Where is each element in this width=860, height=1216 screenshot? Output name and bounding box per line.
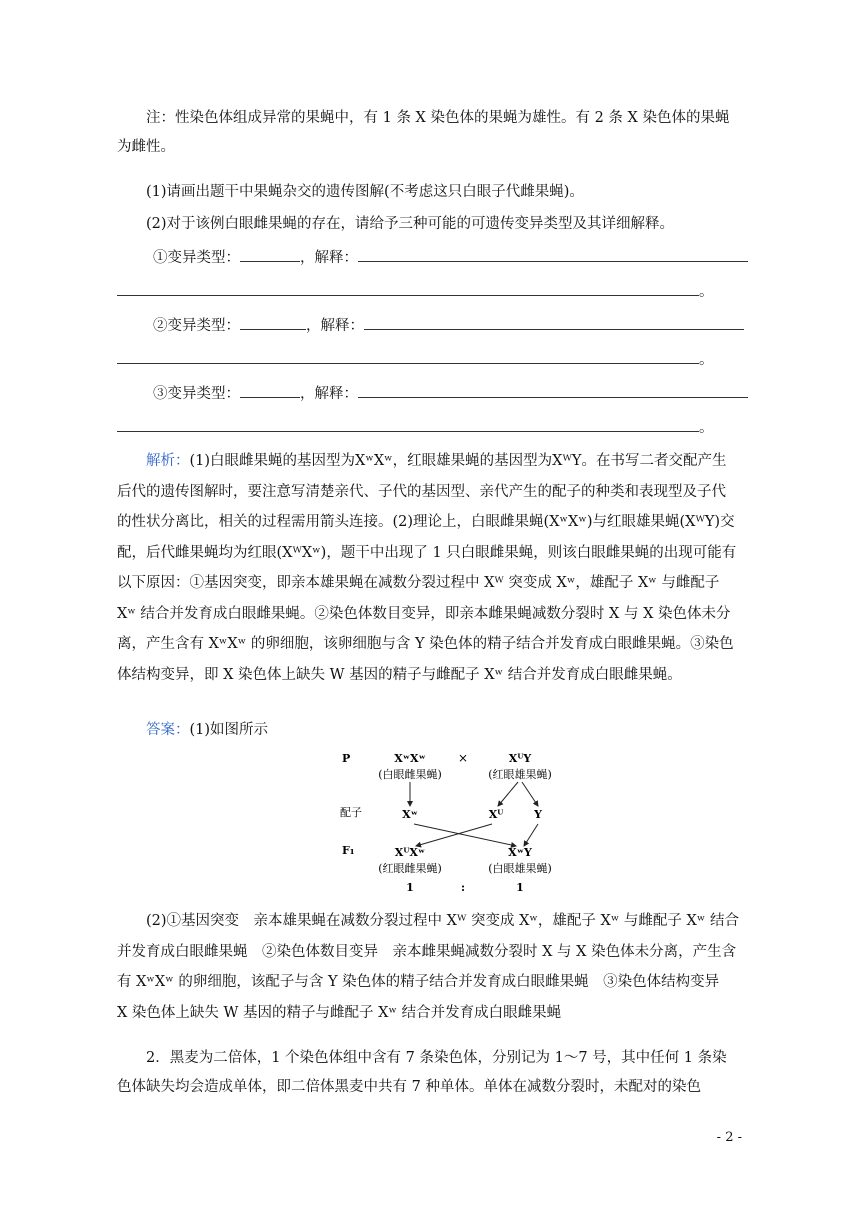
explanation-blank-1a[interactable] — [358, 245, 748, 262]
gamete-label: 配子 — [340, 806, 362, 819]
blank-line-2: ②变异类型： ，解释： — [117, 312, 739, 341]
offspring-1-genotype: XᵂXʷ — [394, 846, 426, 859]
analysis-label: 解析： — [146, 453, 190, 469]
explanation-blank-2b[interactable] — [117, 347, 699, 364]
explanation-blank-1b[interactable] — [117, 279, 699, 296]
variation-type-blank-2[interactable] — [240, 313, 306, 330]
gamete-male-1: Xᵂ — [488, 808, 504, 821]
explanation-blank-2a[interactable] — [364, 313, 744, 330]
ratio-right: 1 — [516, 881, 524, 894]
male-phenotype: (红眼雄果蝇) — [488, 768, 552, 781]
next-question: 2．黑麦为二倍体，1 个染色体组中含有 7 条染色体，分别记为 1～7 号，其中任何 1 条染色体缺失均会造成单体，即二倍体黑麦中共有 7 种单体。单体在减数分裂时，未配对的染色 — [117, 1050, 727, 1095]
question-1: (1)请画出题干中果蝇杂交的遗传图解(不考虑这只白眼子代雌果蝇)。 — [146, 184, 584, 200]
cross-symbol: × — [457, 751, 469, 765]
f1-label: F₁ — [342, 844, 355, 857]
offspring-2-phenotype: (白眼雄果蝇) — [488, 862, 552, 875]
offspring-1-phenotype: (红眼雌果蝇) — [378, 862, 442, 875]
answer-1: (1)如图所示 — [189, 722, 269, 738]
answer-label: 答案： — [146, 722, 190, 738]
female-genotype: XʷXʷ — [394, 752, 426, 765]
ratio-left: 1 — [406, 881, 414, 894]
arrow-male-gamete-1 — [498, 782, 518, 806]
male-genotype: XᵂY — [508, 752, 532, 765]
page-number: - 2 - — [716, 1130, 742, 1145]
blank-line-3: ③变异类型： ，解释： — [117, 380, 739, 409]
variation-type-blank-1[interactable] — [240, 245, 300, 262]
question-2: (2)对于该例白眼雌果蝇的存在，请给予三种可能的可遗传变异类型及其详细解释。 — [146, 216, 675, 232]
arrow-m2-to-offspring2 — [524, 824, 538, 846]
arrow-f-to-offspring2 — [414, 824, 516, 846]
p-label: P — [342, 752, 351, 765]
genetic-cross-diagram — [330, 748, 570, 898]
offspring-2-genotype: XʷY — [508, 846, 532, 859]
blank-line-3b: 。 — [117, 414, 739, 443]
arrow-male-gamete-2 — [522, 782, 538, 806]
gamete-female: Xʷ — [402, 808, 418, 821]
analysis-text: (1)白眼雌果蝇的基因型为XʷXʷ，红眼雄果蝇的基因型为XᵂY。在书写二者交配产生后代的遗传图解时，要注意写清楚亲代、子代的基因型、亲代产生的配子的种类和表现型及子代的性状分离比，相关的过程需用箭头连接。(2)理论上，白眼雌果蝇(XʷXʷ)与红眼雄果蝇(XᵂY)交配，后代雌果蝇均为红眼(XᵂXʷ)，题干中出现了 1 只白眼雌果蝇，则该白眼雌果蝇的出现可能有以下原因：①基因突变，即亲本雄果蝇在减数分裂过程中 Xᵂ 突变成 Xʷ，雄配子 Xʷ 与雌配子 Xʷ 结合并发育成白眼雌果蝇。②染色体数目变异，即亲本雌果蝇减数分裂时 X 与 X 染色体未分离，产生含有 XʷXʷ 的卵细胞，该卵细胞与含 Y 染色体的精子结合并发育成白眼雌果蝇。③染色体结构变异，即 X 染色体上缺失 W 基因的精子与雌配子 Xʷ 结合并发育成白眼雌果蝇。 — [117, 453, 737, 683]
gamete-male-2: Y — [534, 808, 542, 821]
variation-type-blank-3[interactable] — [240, 381, 300, 398]
answer-line — [117, 716, 739, 745]
ratio-separator: : — [460, 881, 466, 894]
note-paragraph: 注：性染色体组成异常的果蝇中，有 1 条 X 染色体的果蝇为雄性。有 2 条 X 染色体的果蝇为雌性。 — [117, 110, 730, 155]
explanation-blank-3a[interactable] — [358, 381, 748, 398]
answer-2: (2)①基因突变 亲本雄果蝇在减数分裂过程中 Xᵂ 突变成 Xʷ，雄配子 Xʷ 与雌配子 Xʷ 结合并发育成白眼雌果蝇 ②染色体数目变异 亲本雌果蝇减数分裂时 X 与 X 染色体未分离，产生含有 XʷXʷ 的卵细胞，该配子与含 Y 染色体的精子结合并发育成白眼雌果蝇 ③染色体结构变异 X 染色体上缺失 W 基因的精子与雌配子 Xʷ 结合并发育成白眼雌果蝇 — [117, 913, 739, 1021]
blank-line-2b: 。 — [117, 346, 739, 375]
blank-line-1b: 。 — [117, 278, 739, 307]
explanation-blank-3b[interactable] — [117, 415, 699, 432]
female-phenotype: (白眼雌果蝇) — [378, 768, 442, 781]
analysis-paragraph — [117, 446, 739, 690]
blank-line-1: ①变异类型： ，解释： — [117, 244, 739, 273]
